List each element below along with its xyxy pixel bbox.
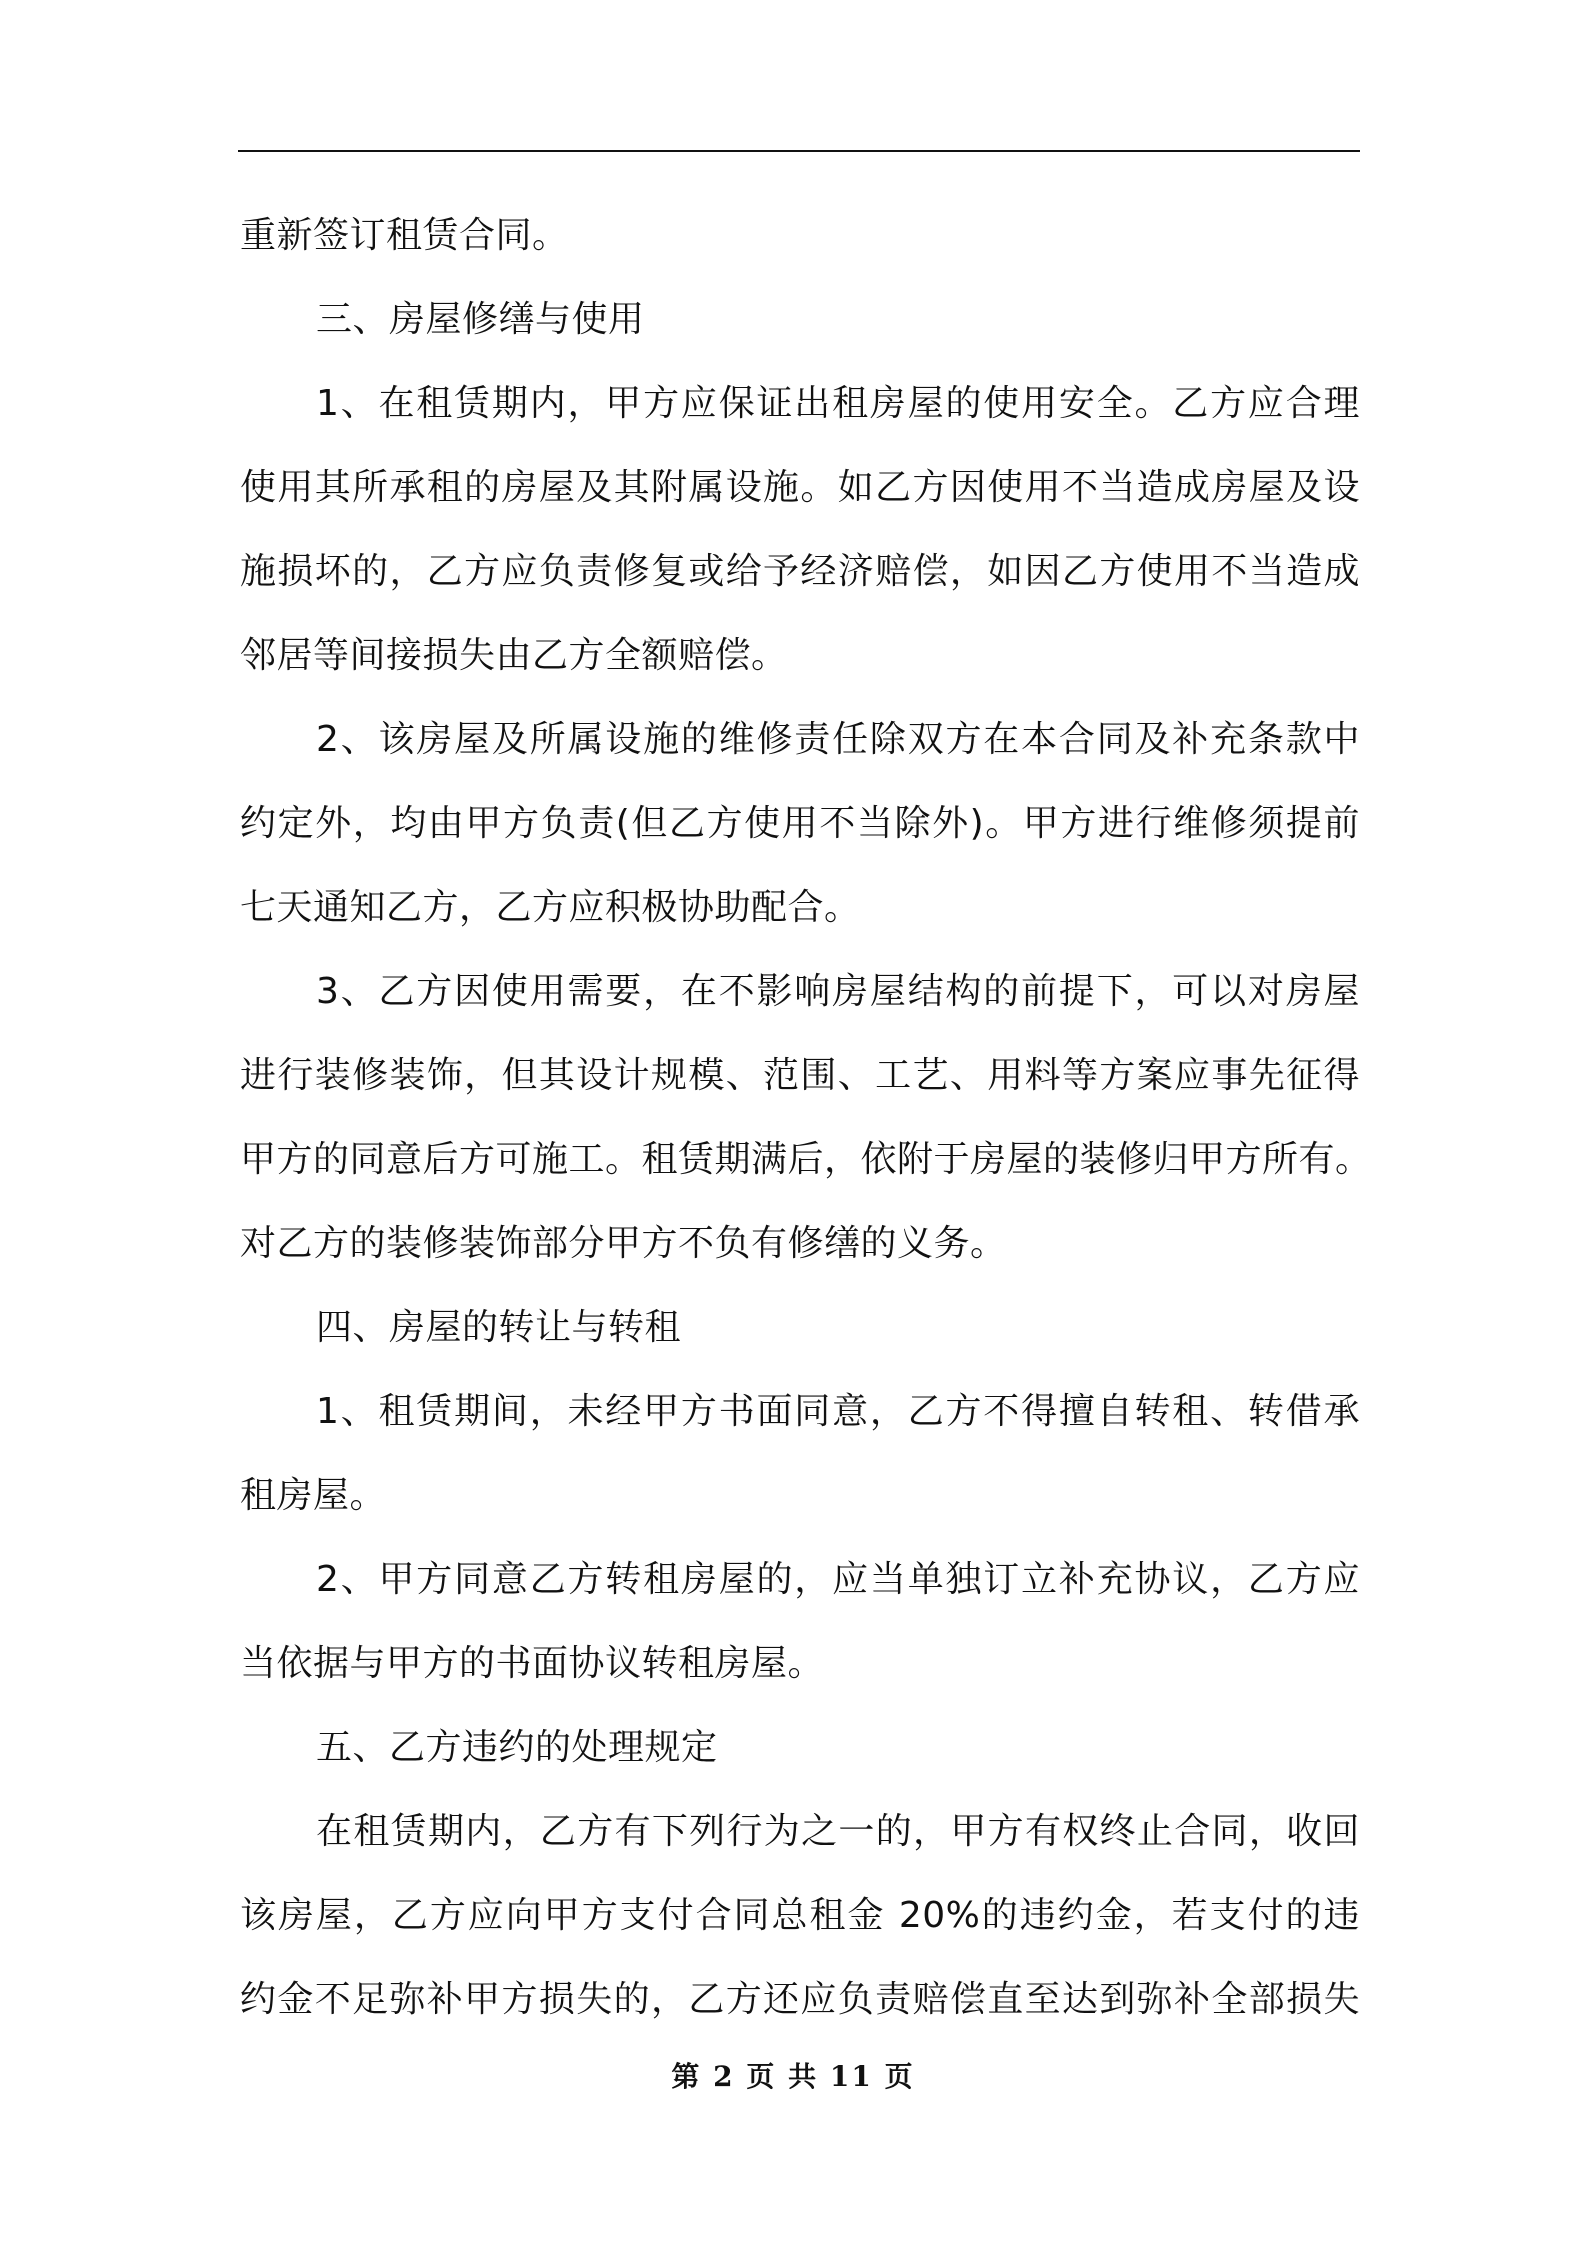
header-rule [238,150,1360,152]
section-heading: 四、房屋的转让与转租 [316,1307,682,1348]
text-line: 3、乙方因使用需要，在不影响房屋结构的前提下，可以对房屋 [316,971,1360,1012]
section-heading: 三、房屋修缮与使用 [316,299,645,340]
text-line: 对乙方的装修装饰部分甲方不负有修缮的义务。 [240,1223,1007,1264]
text-line: 2、该房屋及所属设施的维修责任除双方在本合同及补充条款中 [316,719,1360,760]
page-number-footer: 第 2 页 共 11 页 [671,2060,915,2093]
text-line: 重新签订租赁合同。 [240,215,569,256]
text-line: 1、租赁期间，未经甲方书面同意，乙方不得擅自转租、转借承 [316,1391,1360,1432]
text-line: 2、甲方同意乙方转租房屋的，应当单独订立补充协议，乙方应 [316,1559,1360,1600]
text-line: 在租赁期内，乙方有下列行为之一的，甲方有权终止合同，收回 [316,1811,1360,1852]
section-heading: 五、乙方违约的处理规定 [316,1727,718,1768]
text-line: 约金不足弥补甲方损失的，乙方还应负责赔偿直至达到弥补全部损失 [240,1979,1360,2020]
text-line: 使用其所承租的房屋及其附属设施。如乙方因使用不当造成房屋及设 [240,467,1360,508]
text-line: 约定外，均由甲方负责(但乙方使用不当除外)。甲方进行维修须提前 [240,803,1360,844]
text-line: 七天通知乙方，乙方应积极协助配合。 [240,887,861,928]
text-line: 进行装修装饰，但其设计规模、范围、工艺、用料等方案应事先征得 [240,1055,1360,1096]
text-line: 租房屋。 [240,1475,387,1516]
text-line: 甲方的同意后方可施工。租赁期满后，依附于房屋的装修归甲方所有。 [240,1139,1372,1180]
text-line: 施损坏的，乙方应负责修复或给予经济赔偿，如因乙方使用不当造成 [240,551,1360,592]
text-line: 该房屋，乙方应向甲方支付合同总租金 20%的违约金，若支付的违 [240,1895,1360,1936]
document-body [240,194,1372,2042]
text-line: 邻居等间接损失由乙方全额赔偿。 [240,635,788,676]
text-line: 当依据与甲方的书面协议转租房屋。 [240,1643,825,1684]
text-line: 1、在租赁期内，甲方应保证出租房屋的使用安全。乙方应合理 [316,383,1360,424]
